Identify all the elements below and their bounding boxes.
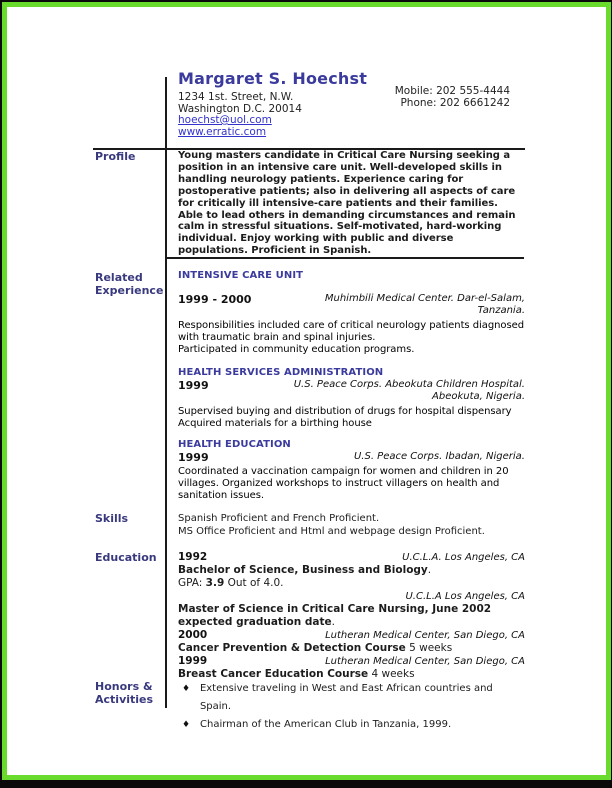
education-entry	[178, 629, 525, 655]
education-date: 2000	[178, 629, 208, 641]
section-label-education: Education	[95, 551, 157, 564]
section-label-related-experience: Related Experience	[95, 271, 164, 297]
course-duration: 5 weeks	[405, 642, 453, 654]
education-entry	[178, 590, 525, 629]
job-dates: 1999	[178, 451, 209, 464]
email-link[interactable]: hoechst@uol.com	[178, 114, 272, 126]
person-name: Margaret S. Hoechst	[178, 69, 368, 88]
education-meta	[178, 551, 525, 564]
experience-entry	[178, 270, 525, 357]
gpa-suffix: Out of 4.0.	[224, 577, 284, 589]
job-description-line: Acquired materials for a birthing house	[178, 418, 372, 430]
job-description-line: Coordinated a vaccination campaign for women and children in 20 villages. Organized workshops to instruct villagers on health and sanitation issues.	[178, 466, 509, 502]
job-meta	[178, 293, 525, 317]
education-degree	[178, 564, 525, 577]
links-block	[178, 115, 272, 139]
job-title: HEALTH EDUCATION	[178, 439, 291, 450]
job-organization: U.S. Peace Corps. Ibadan, Nigeria.	[353, 451, 525, 462]
experience-entry	[178, 367, 525, 430]
degree-suffix: .	[427, 564, 432, 576]
experience-entry	[178, 439, 525, 503]
education-entry	[178, 655, 525, 681]
address-line1: 1234 1st. Street, N.W.	[178, 91, 294, 103]
education-meta	[178, 590, 525, 603]
address-line2: Washington D.C. 20014	[178, 102, 302, 115]
job-meta	[178, 451, 525, 463]
phone-number: Phone: 202 6661242	[400, 96, 510, 109]
course-duration: 4 weeks	[368, 668, 415, 680]
education-date: 1999	[178, 655, 208, 667]
job-organization: Muhimbili Medical Center. Dar-el-Salam, Tanzania.	[324, 293, 525, 316]
gpa-prefix: GPA:	[178, 577, 206, 589]
profile-rule	[167, 257, 524, 259]
education-meta	[178, 629, 525, 642]
address-block	[178, 92, 302, 115]
course-title: Breast Cancer Education Course	[178, 668, 369, 680]
section-label-honors: Honors & Activities	[95, 680, 154, 706]
education-institution: U.C.L.A. Los Angeles, CA	[402, 552, 525, 563]
job-description-line: Supervised buying and distribution of drugs for hospital dispensary	[178, 406, 512, 417]
education-institution: Lutheran Medical Center, San Diego, CA	[325, 656, 525, 667]
skills-line: Spanish Proficient and French Proficient.	[178, 513, 380, 524]
skills-section	[178, 513, 525, 539]
job-title: INTENSIVE CARE UNIT	[178, 270, 304, 281]
course-title: Cancer Prevention & Detection Course	[178, 642, 406, 654]
degree-title: Bachelor of Science, Business and Biology	[178, 564, 428, 576]
vertical-divider	[165, 77, 167, 708]
degree-title: Master of Science in Critical Care Nursing, June 2002 expected graduation date	[178, 603, 492, 628]
job-description-line: Participated in community education programs.	[178, 344, 415, 356]
gpa-value: 3.9	[205, 577, 225, 589]
education-gpa	[178, 577, 525, 590]
diamond-bullet-icon: ♦	[182, 720, 191, 730]
honor-item	[178, 716, 525, 734]
honor-item	[178, 680, 525, 716]
degree-suffix: .	[331, 616, 335, 628]
education-date: 1992	[178, 551, 208, 563]
honor-text: Extensive traveling in West and East African countries and Spain.	[199, 683, 493, 712]
green-page-border	[2, 2, 611, 780]
profile-summary: Young masters candidate in Critical Care Nursing seeking a position in an intensive care unit. Well-developed skills in handling neurology patients. Experience caring for postoperative patients; also in delivering all aspects of care for critically ill intensive-care patients and their families. Able to lead others in demanding circumstances and remain calm in stressful situations. Self-motivated, hard-working individual. Enjoy working with public and diverse populations. Proficient in Spanish.	[178, 150, 516, 257]
education-entry	[178, 551, 525, 590]
job-title: HEALTH SERVICES ADMINISTRATION	[178, 367, 384, 378]
honor-text: Chairman of the American Club in Tanzania, 1999.	[200, 719, 452, 730]
job-meta	[178, 379, 525, 403]
diamond-bullet-icon: ♦	[182, 684, 191, 694]
website-link[interactable]: www.erratic.com	[178, 125, 267, 138]
education-course	[178, 642, 525, 655]
education-meta	[178, 655, 525, 668]
contact-block	[332, 86, 510, 109]
job-organization: U.S. Peace Corps. Abeokuta Children Hospital. Abeokuta, Nigeria.	[293, 379, 525, 402]
honors-section	[178, 680, 525, 734]
mobile-number: Mobile: 202 555-4444	[394, 85, 510, 97]
skills-line: MS Office Proficient and Html and webpage design Proficient.	[178, 525, 485, 537]
education-section	[178, 551, 525, 681]
job-dates: 1999	[178, 379, 209, 392]
section-label-profile: Profile	[95, 150, 136, 163]
job-description-line: Responsibilities included care of critical neurology patients diagnosed with traumatic brain and spinal injuries.	[178, 320, 525, 344]
section-label-skills: Skills	[95, 512, 129, 525]
education-institution: Lutheran Medical Center, San Diego, CA	[325, 630, 525, 641]
job-dates: 1999 - 2000	[178, 293, 252, 306]
education-institution: U.C.L.A Los Angeles, CA	[405, 591, 525, 602]
education-degree	[178, 603, 525, 629]
resume-page	[2, 2, 601, 770]
